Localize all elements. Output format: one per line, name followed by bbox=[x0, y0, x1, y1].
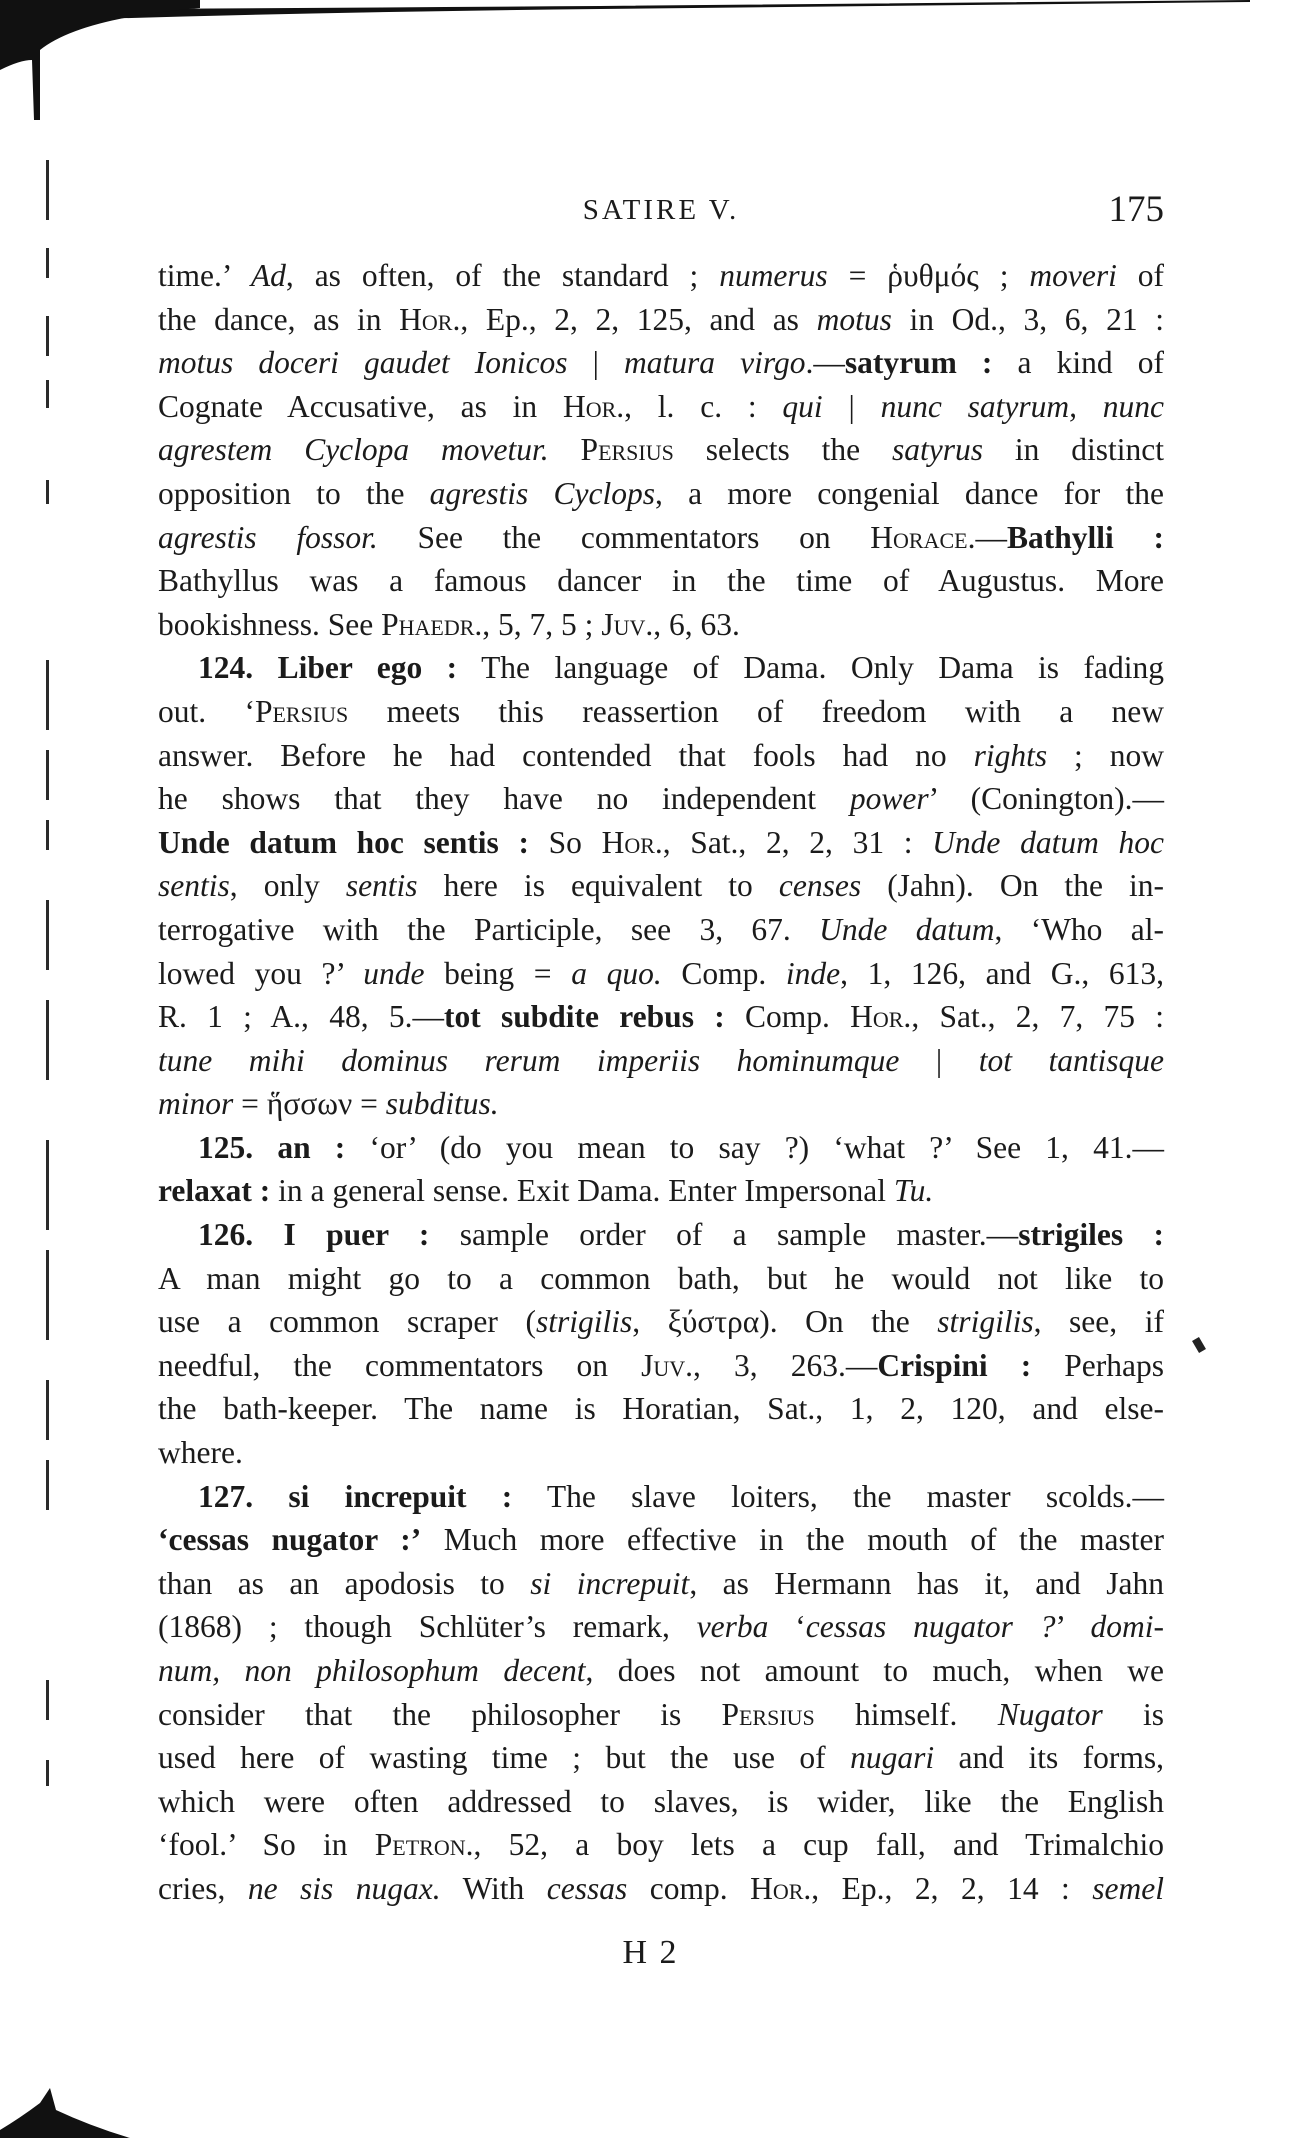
page-number: 175 bbox=[1108, 189, 1164, 230]
text-line: 126. I puer : sample order of a sample master.—strigiles : bbox=[198, 1217, 1165, 1253]
speck-mark bbox=[1192, 1337, 1206, 1353]
text-line: sentis, only sentis here is equivalent to censes (Jahn). On the in- bbox=[158, 868, 1164, 904]
text-line: agrestis fossor. See the commentators on Horace.—Bathylli : bbox=[158, 519, 1164, 555]
margin-mark bbox=[46, 1460, 49, 1510]
scan-corner-mark bbox=[0, 0, 200, 140]
text-line: 124. Liber ego : The language of Dama. Only Dama is fading bbox=[198, 650, 1164, 686]
text-line: which were often addressed to slaves, is wider, like the English bbox=[158, 1783, 1164, 1819]
margin-mark bbox=[46, 316, 49, 356]
margin-mark bbox=[46, 900, 49, 970]
text-line: 127. si increpuit : The slave loiters, the master scolds.— bbox=[198, 1478, 1164, 1514]
text-line: he shows that they have no independent power’ (Conington).— bbox=[158, 781, 1165, 817]
text-line: bookishness. See Phaedr., 5, 7, 5 ; Juv., 6, 63. bbox=[158, 606, 740, 642]
margin-mark bbox=[46, 160, 49, 220]
text-line: Bathyllus was a famous dancer in the time of Augustus. More bbox=[158, 563, 1164, 599]
text-line: A man might go to a common bath, but he would not like to bbox=[158, 1260, 1164, 1296]
text-line: out. ‘Persius meets this reassertion of freedom with a new bbox=[158, 693, 1164, 729]
margin-mark bbox=[46, 1380, 49, 1440]
margin-mark bbox=[46, 750, 49, 800]
text-line: num, non philosophum decent, does not amount to much, when we bbox=[158, 1653, 1164, 1688]
text-line: motus doceri gaudet Ionicos | matura virgo.—satyrum : a kind of bbox=[158, 345, 1164, 381]
text-line: where. bbox=[158, 1435, 243, 1471]
margin-mark bbox=[46, 248, 49, 278]
text-line: ‘cessas nugator :’ Much more effective in the mouth of the master bbox=[158, 1522, 1164, 1558]
text-line: minor = ἥσσων = subditus. bbox=[158, 1086, 499, 1122]
margin-mark bbox=[46, 1680, 49, 1720]
margin-mark bbox=[46, 1760, 49, 1786]
running-head: SATIRE V. bbox=[582, 194, 740, 226]
page-header bbox=[158, 188, 1164, 234]
text-line: relaxat : in a general sense. Exit Dama. Enter Impersonal Tu. bbox=[158, 1173, 934, 1209]
margin-mark bbox=[46, 380, 49, 408]
text-line: the bath-keeper. The name is Horatian, Sat., 1, 2, 120, and else- bbox=[158, 1391, 1164, 1427]
scan-arrow-mark bbox=[0, 2048, 130, 2138]
margin-mark bbox=[46, 660, 49, 730]
text-line: answer. Before he had contended that fools had no rights ; now bbox=[158, 737, 1165, 773]
text-line: R. 1 ; A., 48, 5.—tot subdite rebus : Comp. Hor., Sat., 2, 7, 75 : bbox=[158, 999, 1164, 1035]
text-line: lowed you ?’ unde being = a quo. Comp. inde, 1, 126, and G., 613, bbox=[158, 955, 1165, 991]
margin-mark bbox=[46, 480, 49, 504]
text-line: (1868) ; though Schlüter’s remark, verba ‘cessas nugator ?’ domi- bbox=[158, 1609, 1164, 1645]
text-line: terrogative with the Participle, see 3, 67. Unde datum, ‘Who al- bbox=[158, 911, 1164, 947]
text-line: Unde datum hoc sentis : So Hor., Sat., 2, 2, 31 : Unde datum hoc bbox=[158, 824, 1164, 860]
text-line: Cognate Accusative, as in Hor., l. c. : qui | nunc satyrum, nunc bbox=[158, 388, 1164, 424]
signature-mark: H 2 bbox=[622, 1934, 679, 1971]
text-line: consider that the philosopher is Persius himself. Nugator is bbox=[158, 1696, 1164, 1732]
margin-mark bbox=[46, 1000, 49, 1080]
text-line: than as an apodosis to si increpuit, as Hermann has it, and Jahn bbox=[158, 1565, 1164, 1601]
margin-mark bbox=[46, 1140, 49, 1230]
text-line: use a common scraper (strigilis, ξύστρα). On the strigilis, see, if bbox=[158, 1304, 1164, 1340]
margin-mark bbox=[46, 820, 49, 850]
text-line: opposition to the agrestis Cyclops, a more congenial dance for the bbox=[158, 475, 1165, 511]
commentary-text bbox=[158, 254, 1164, 1911]
text-line: cries, ne sis nugax. With cessas comp. Hor., Ep., 2, 2, 14 : semel bbox=[158, 1870, 1165, 1906]
text-line: used here of wasting time ; but the use of nugari and its forms, bbox=[158, 1740, 1164, 1776]
text-line: ‘fool.’ So in Petron., 52, a boy lets a cup fall, and Trimalchio bbox=[158, 1827, 1164, 1863]
text-line: time.’ Ad, as often, of the standard ; numerus = ῥυθμός ; moveri of bbox=[158, 258, 1164, 293]
text-line: the dance, as in Hor., Ep., 2, 2, 125, and as motus in Od., 3, 6, 21 : bbox=[158, 301, 1164, 337]
text-line: tune mihi dominus rerum imperiis hominumque | tot tantisque bbox=[158, 1042, 1164, 1078]
text-line: agrestem Cyclopa movetur. Persius selects the satyrus in distinct bbox=[158, 432, 1165, 468]
text-line: needful, the commentators on Juv., 3, 263.—Crispini : Perhaps bbox=[158, 1347, 1165, 1383]
text-line: 125. an : ‘or’ (do you mean to say ?) ‘what ?’ See 1, 41.— bbox=[198, 1129, 1164, 1165]
margin-mark bbox=[46, 1250, 49, 1340]
